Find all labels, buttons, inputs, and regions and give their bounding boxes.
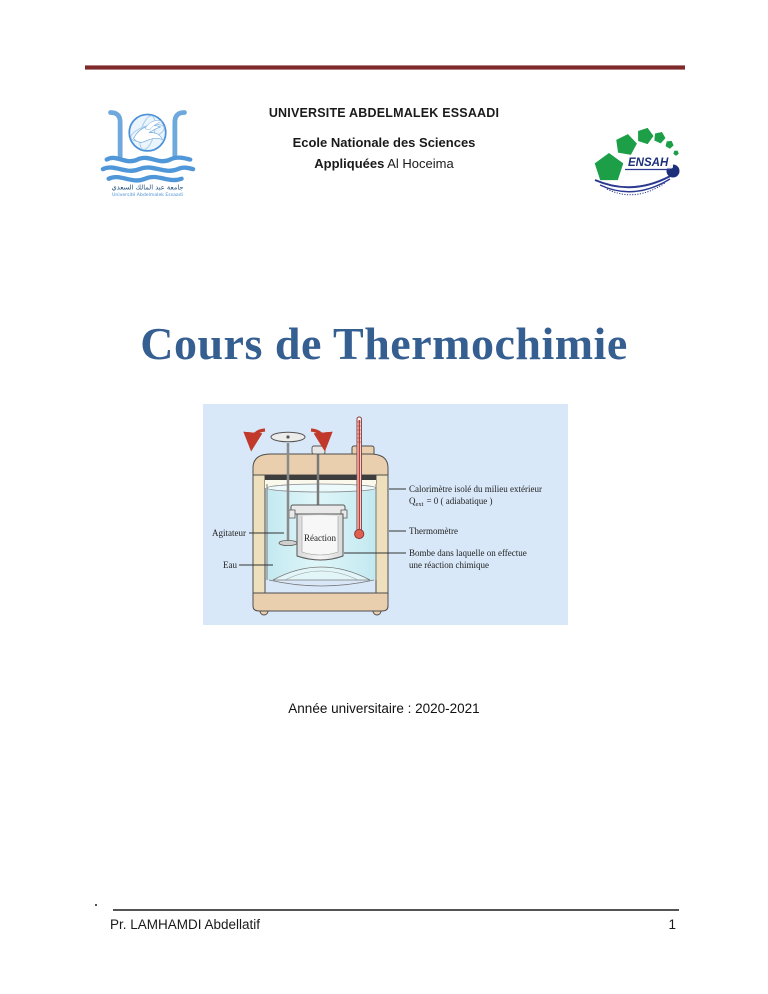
q-equation: = 0 ( adiabatique ) bbox=[426, 496, 493, 506]
ensah-logo bbox=[588, 124, 684, 204]
bomb-label-line2: une réaction chimique bbox=[409, 560, 489, 570]
ensah-logo-icon bbox=[588, 124, 684, 204]
q-subscript: ext bbox=[415, 501, 424, 508]
school-name-line1: Ecole Nationale des Sciences bbox=[292, 135, 476, 150]
bomb-label-line1: Bombe dans laquelle on effectue bbox=[409, 548, 527, 558]
header-rule bbox=[85, 66, 685, 69]
rotation-arrow-right-icon bbox=[311, 430, 324, 442]
calorimeter-diagram bbox=[203, 404, 568, 625]
rotation-arrow-left-icon bbox=[252, 430, 265, 442]
calorimeter-label-line2 bbox=[409, 496, 493, 508]
footer-rule bbox=[113, 909, 679, 911]
university-logo-arabic-caption: جامعة عبد المالك السعدي bbox=[111, 183, 184, 192]
footer-author: Pr. LAMHAMDI Abdellatif bbox=[110, 917, 261, 932]
page-title: Cours de Thermochimie bbox=[140, 318, 628, 369]
academic-year: Année universitaire : 2020-2021 bbox=[288, 701, 480, 716]
school-name-rest: Al Hoceima bbox=[387, 156, 454, 171]
q-symbol: Q bbox=[409, 496, 416, 506]
water-label: Eau bbox=[223, 560, 237, 570]
agitator-label: Agitateur bbox=[212, 528, 246, 538]
ensah-logo-acronym: ENSAH bbox=[628, 157, 669, 169]
thermometer-label: Thermomètre bbox=[409, 526, 458, 536]
university-logo-latin-caption: Université Abdelmalek Essaadi bbox=[112, 193, 183, 197]
calorimeter-figure bbox=[203, 404, 568, 625]
school-name-bold: Appliquées bbox=[314, 156, 385, 171]
footer-stray-mark bbox=[95, 904, 97, 906]
footer-page-number: 1 bbox=[668, 917, 676, 932]
calorimeter-label-line1: Calorimètre isolé du milieu extérieur bbox=[409, 484, 542, 494]
bomb-reaction-label: Réaction bbox=[304, 533, 336, 543]
university-name: UNIVERSITE ABDELMALEK ESSAADI bbox=[268, 106, 500, 120]
